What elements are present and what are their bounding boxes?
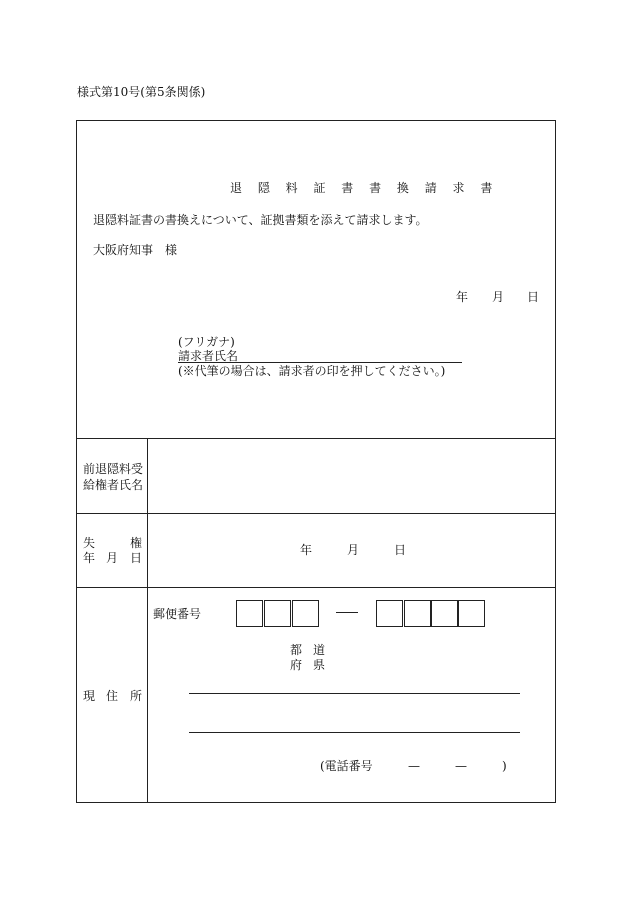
- applicant-name-field[interactable]: [178, 362, 462, 363]
- row-divider: [76, 587, 556, 588]
- postal-digit-box[interactable]: [458, 600, 485, 627]
- postal-digit-box[interactable]: [404, 600, 431, 627]
- intro-text: 退隠料証書の書換えについて、証拠書類を添えて請求します。: [93, 213, 428, 227]
- addressee: 大阪府知事 様: [93, 243, 178, 257]
- loss-date-day[interactable]: 日: [394, 543, 407, 557]
- postal-code-dash: [336, 612, 358, 613]
- request-date-day[interactable]: 日: [527, 290, 540, 304]
- applicant-name-label: 請求者氏名: [178, 349, 239, 363]
- phone-separator: —: [455, 759, 467, 773]
- phone-close-paren: ): [502, 759, 507, 773]
- label-column-divider: [147, 438, 148, 803]
- postal-digit-box[interactable]: [264, 600, 291, 627]
- prefecture-option-to[interactable]: 都: [290, 643, 303, 657]
- row-divider: [76, 438, 556, 439]
- loss-date-year[interactable]: 年: [300, 543, 313, 557]
- prefecture-option-do[interactable]: 道: [313, 643, 326, 657]
- loss-date-label: 年: [83, 551, 96, 565]
- loss-date-month[interactable]: 月: [347, 543, 360, 557]
- row-divider: [76, 513, 556, 514]
- address-line-field[interactable]: [189, 732, 520, 733]
- loss-date-label: 日: [130, 551, 143, 565]
- postal-digit-box[interactable]: [292, 600, 319, 627]
- postal-digit-box[interactable]: [376, 600, 403, 627]
- phone-separator: —: [408, 759, 420, 773]
- document-title: 退 隠 料 証 書 書 換 請 求 書: [230, 181, 499, 195]
- phone-number-label: (電話番号: [320, 759, 373, 773]
- form-number-label: 様式第10号(第5条関係): [77, 85, 206, 99]
- address-label: 現: [83, 689, 96, 703]
- address-label: 住: [106, 689, 119, 703]
- prefecture-option-fu[interactable]: 府: [290, 658, 303, 672]
- prefecture-option-ken[interactable]: 県: [313, 658, 326, 672]
- request-date-year[interactable]: 年: [456, 290, 469, 304]
- loss-date-label: 失: [83, 536, 96, 550]
- address-label: 所: [130, 689, 143, 703]
- postal-digit-box[interactable]: [431, 600, 458, 627]
- address-line-field[interactable]: [189, 693, 520, 694]
- postal-code-label: 郵便番号: [153, 607, 202, 621]
- loss-date-label: 月: [106, 551, 119, 565]
- previous-recipient-label: 給権者氏名: [83, 478, 144, 492]
- request-date-month[interactable]: 月: [492, 290, 505, 304]
- postal-digit-box[interactable]: [236, 600, 263, 627]
- previous-recipient-label: 前退隠料受: [83, 462, 144, 476]
- furigana-label: (フリガナ): [178, 335, 235, 349]
- proxy-note: (※代筆の場合は、請求者の印を押してください。): [178, 364, 446, 378]
- loss-date-label: 権: [130, 536, 143, 550]
